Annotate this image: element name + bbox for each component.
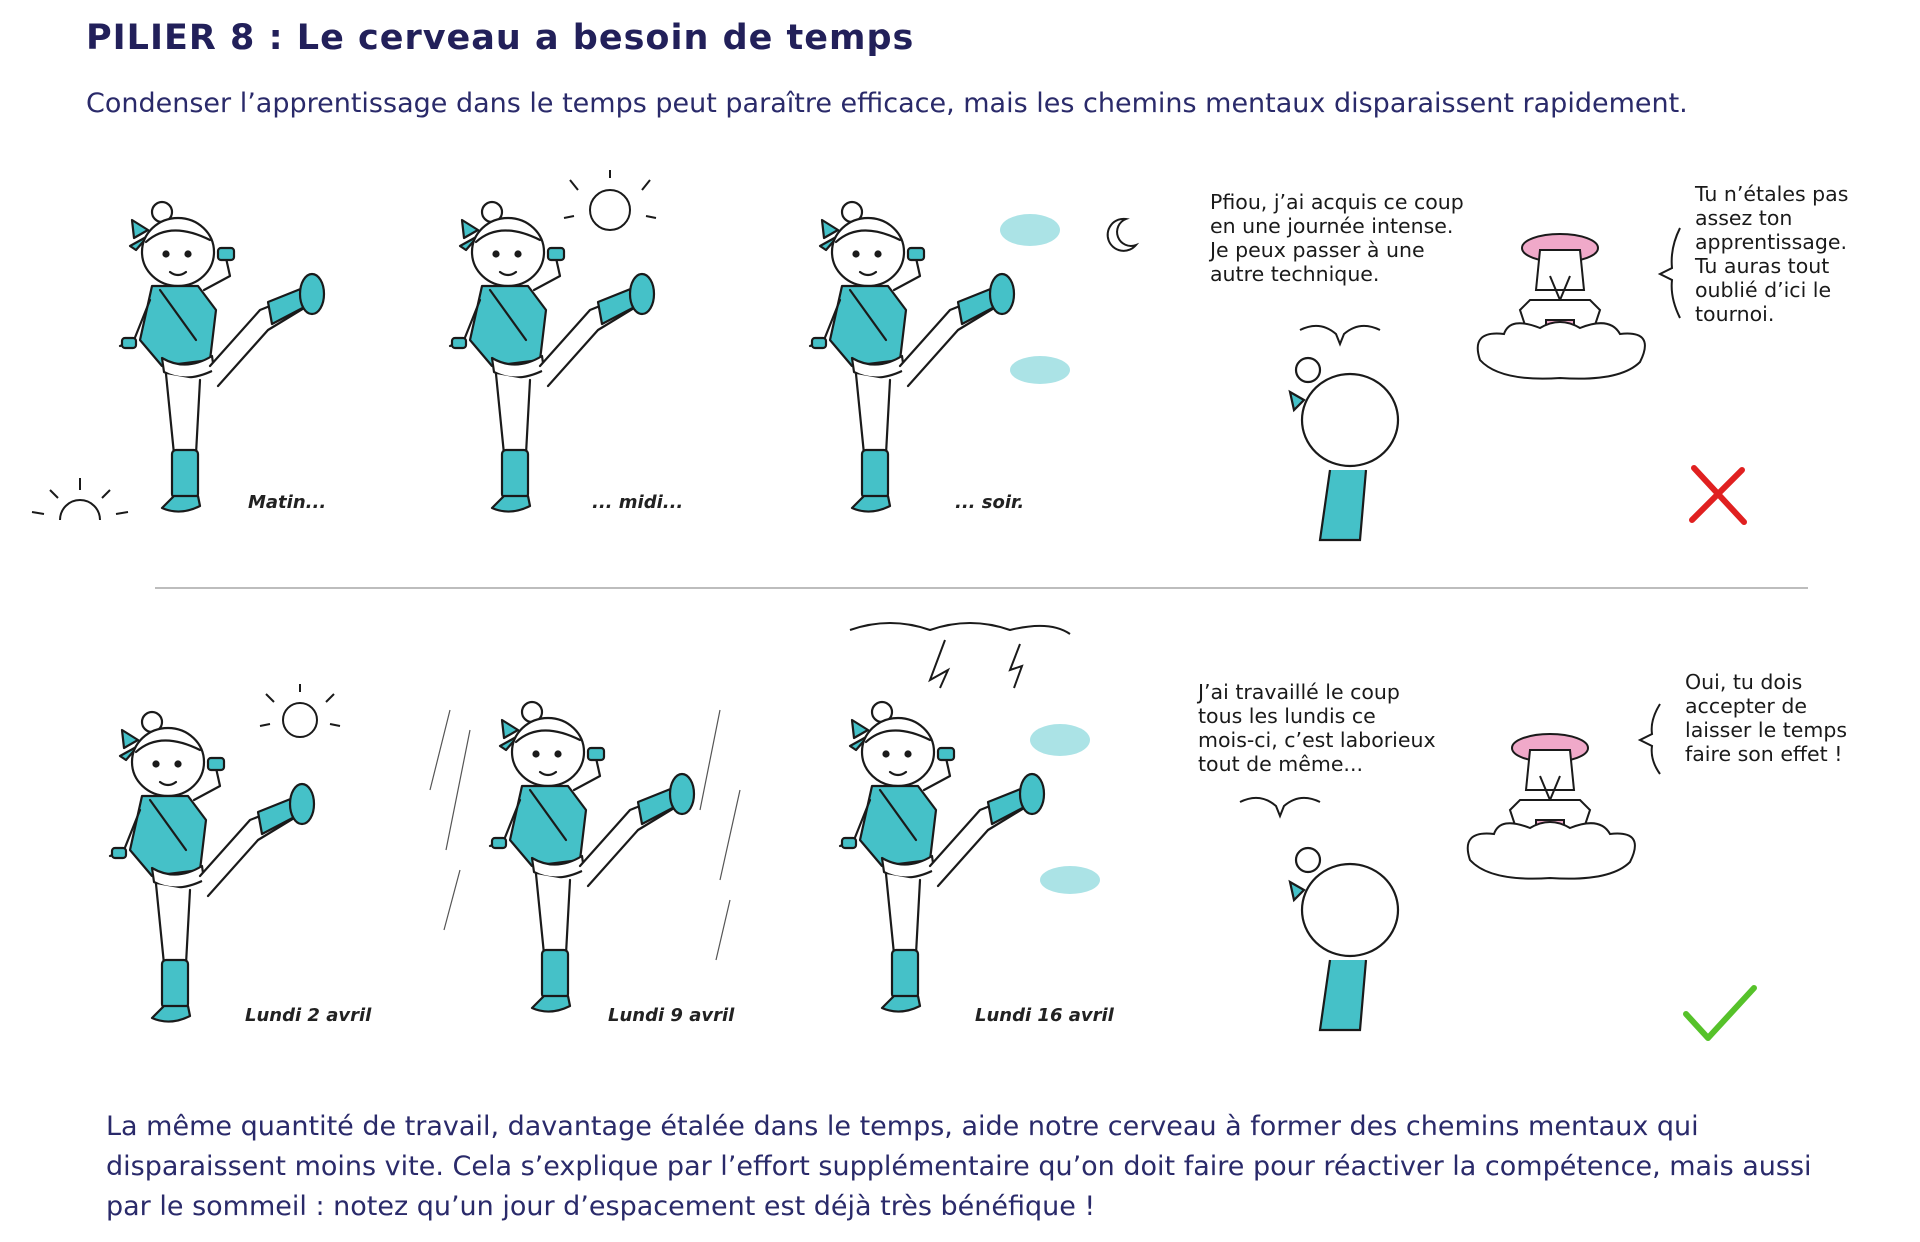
sun-icon [550, 170, 670, 270]
panel-caption: Lundi 16 avril [975, 1005, 1114, 1026]
comic-panel-april-2 [60, 680, 390, 1040]
moon-icon [1100, 215, 1140, 255]
comic-panel-april-16 [800, 620, 1160, 1040]
master-speech: Oui, tu dois accepter de laisser le temps faire son effet ! [1685, 670, 1848, 766]
master-speech: Tu n’étales pas assez ton apprentissage. Tu auras tout oublié d’ici le tournoi. [1695, 182, 1849, 326]
student-speech: J’ai travaillé le coup tous les lundis ce mois-ci, c’est laborieux tout de même... [1198, 680, 1436, 776]
footer-text: La même quantité de travail, davantage étalée dans le temps, aide notre cerveau à former des chemins mentaux qui disparaissent moins vite. Cela s’explique par l’effort supplémentaire qu’on doit faire pour réactiver la compétence, mais aussi par le sommeil : notez qu’un jour d’espacement est déjà très bénéfique ! [106, 1111, 1812, 1222]
student-head-icon [1270, 340, 1420, 540]
panel-caption: Lundi 2 avril [245, 1005, 372, 1026]
green-check-icon [1680, 980, 1760, 1050]
intro-text: Condenser l’apprentissage dans le temps peut paraître efficace, mais les chemins mentaux disparaissent rapidement. [86, 88, 1688, 119]
comic-panel-dialogue-1 [1190, 170, 1880, 550]
panel-caption: Matin... [248, 492, 327, 513]
master-on-cloud-icon [1450, 720, 1650, 900]
comic-panel-evening [770, 180, 1130, 540]
ghost-feet-icon [1000, 710, 1120, 910]
ghost-feet-icon [970, 200, 1090, 400]
sun-icon [250, 680, 360, 770]
student-speech: Pfiou, j’ai acquis ce coup en une journée intense. Je peux passer à une autre technique. [1210, 190, 1464, 286]
page-title: PILIER 8 : Le cerveau a besoin de temps [86, 18, 915, 58]
row-divider [155, 587, 1808, 589]
master-on-cloud-icon [1460, 220, 1660, 400]
comic-panel-april-9 [430, 670, 760, 1040]
storm-cloud-icon [850, 620, 1070, 690]
student-head-icon [1270, 830, 1420, 1030]
speech-tail-icon [1240, 782, 1320, 822]
comic-panel-dialogue-2 [1180, 660, 1880, 1060]
panel-caption: ... midi... [592, 492, 684, 513]
comic-panel-noon [400, 170, 730, 540]
rising-sun-icon [30, 450, 150, 530]
panel-caption: ... soir. [955, 492, 1025, 513]
panel-caption: Lundi 9 avril [608, 1005, 735, 1026]
rain-lines-icon [430, 670, 760, 1000]
comic-panel-morning [30, 180, 360, 540]
red-cross-icon [1684, 460, 1754, 530]
